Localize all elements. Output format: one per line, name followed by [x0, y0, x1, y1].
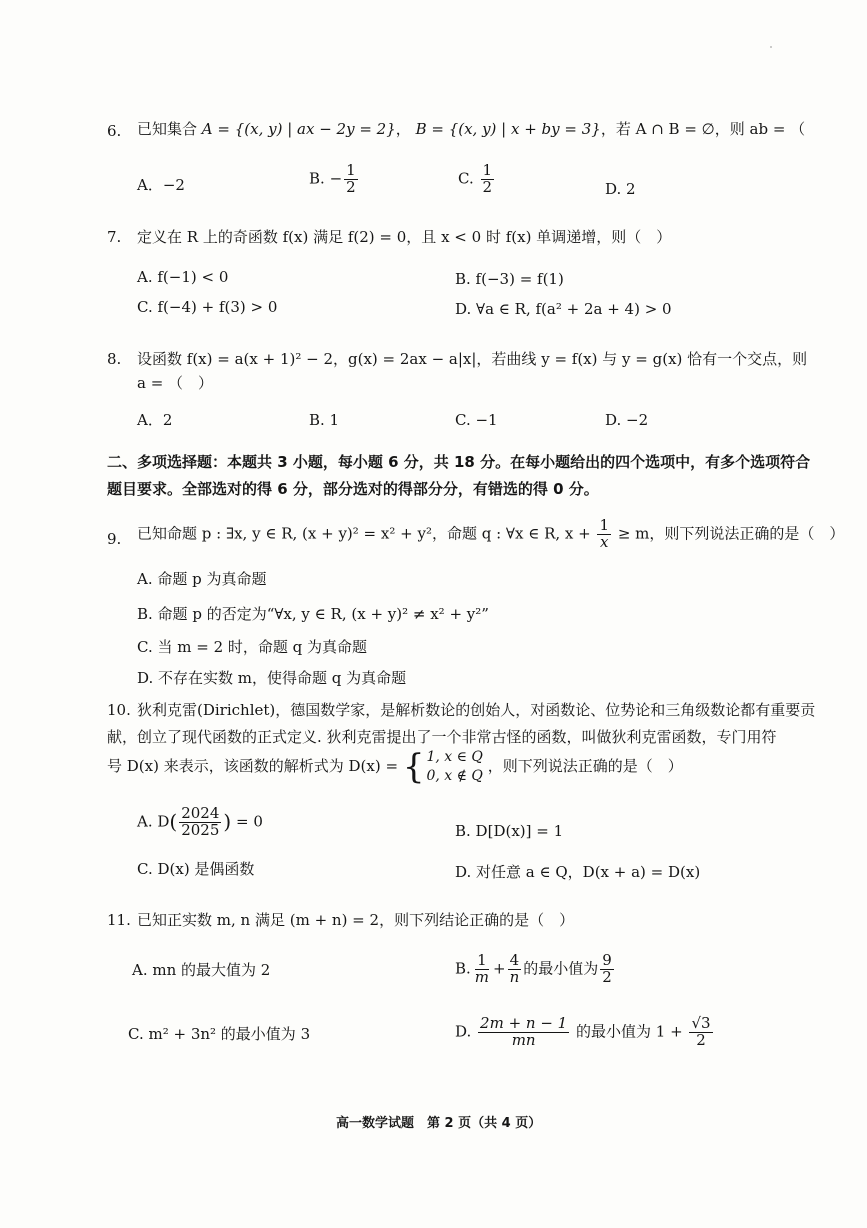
option-b: B. f(−3) = f(1) — [455, 270, 564, 288]
section-heading-line2: 题目要求。全部选对的得 6 分，部分选对的得部分分，有错选的得 0 分。 — [107, 480, 599, 498]
option-c: C. f(−4) + f(3) > 0 — [137, 298, 278, 316]
question-stem: 已知集合 A = {(x, y) | ax − 2y = 2}， B = {(x, y) | x + by = 3}，若 A ∩ B = ∅，则 ab = （ — [137, 120, 806, 138]
option-d: D. 对任意 a ∈ Q，D(x + a) = D(x) — [455, 863, 701, 881]
fraction: $\frac{√3}{2}$ — [691, 1014, 711, 1049]
option-a: A．−2 — [137, 176, 185, 194]
option-d: D. 不存在实数 m，使得命题 q 为真命题 — [137, 669, 407, 687]
question-stem-line3: 号 D(x) 来表示，该函数的解析式为 D(x) = { 1, x ∈ Q 0, x ∉ Q ，则下列说法正确的是（ ） — [107, 747, 683, 787]
scan-speck — [770, 46, 772, 48]
option-b: B. 1 — [309, 411, 340, 429]
question-stem: 定义在 R 上的奇函数 f(x) 满足 f(2) = 0，且 x < 0 时 f(x) 单调递增，则（ ） — [137, 228, 672, 246]
option-c: C. $\frac{1}{2}$ — [458, 161, 493, 196]
option-b: B. 命题 p 的否定为“∀x, y ∈ R, (x + y)² ≠ x² + y²” — [137, 605, 489, 623]
option-d: D. 2 — [605, 180, 636, 198]
paren-close-glyph: ) — [223, 809, 232, 834]
question-stem-line2: 献，创立了现代函数的正式定义. 狄利克雷提出了一个非常古怪的函数，叫做狄利克雷函数，专门用符 — [107, 728, 777, 746]
option-a: A. f(−1) < 0 — [137, 268, 229, 286]
question-stem: 已知正实数 m, n 满足 (m + n) = 2，则下列结论正确的是（ ） — [137, 911, 575, 929]
question-stem: 已知命题 p : ∃x, y ∈ R, (x + y)² = x² + y²，命题 q : ∀x ∈ R, x + $\frac{1}{x}$ ≥ m，则下列说法正确的是（ ） — [137, 516, 845, 551]
question-stem-line1: 设函数 f(x) = a(x + 1)² − 2，g(x) = 2ax − a|x|，若曲线 y = f(x) 与 y = g(x) 恰有一个交点，则 — [137, 350, 808, 368]
question-number: 8. — [107, 350, 122, 368]
paren-open-glyph: ( — [169, 809, 178, 834]
fraction: $\frac{4}{n}$ — [509, 951, 520, 986]
question-number: 9. — [107, 530, 122, 548]
set-a: A = {(x, y) | ax − 2y = 2} — [201, 120, 396, 138]
fraction: $\frac{1}{2}$ — [482, 161, 493, 196]
question-stem-line1: 狄利克雷(Dirichlet)，德国数学家，是解析数论的创始人，对函数论、位势论和三角级数论都有重要贡 — [137, 701, 816, 719]
option-d: D. ∀a ∈ R, f(a² + 2a + 4) > 0 — [455, 300, 672, 318]
option-b: B. $\frac{1}{m}$ + $\frac{4}{n}$ 的最小值为 $\frac{9}{2}$ — [455, 951, 612, 986]
option-a: A. D( $\frac{2024}{2025}$ ) = 0 — [137, 804, 263, 839]
fraction: $\frac{1}{x}$ — [599, 516, 610, 551]
option-c: C. −1 — [455, 411, 498, 429]
page-footer: 高一数学试题 第 2 页（共 4 页） — [336, 1116, 542, 1131]
option-a: A. mn 的最大值为 2 — [132, 961, 271, 979]
question-number: 11. — [107, 911, 131, 929]
option-d: D. $\frac{2m + n - 1}{mn}$ 的最小值为 1 + $\frac{√3}{2}$ — [455, 1014, 711, 1049]
question-stem-line2: a = （ ） — [137, 374, 214, 392]
option-a: A．2 — [137, 411, 173, 429]
question-number: 10. — [107, 701, 131, 719]
option-c: C. m² + 3n² 的最小值为 3 — [128, 1025, 311, 1043]
option-d: D. −2 — [605, 411, 649, 429]
fraction: $\frac{1}{2}$ — [346, 161, 356, 196]
section-heading-line1: 二、多项选择题：本题共 3 小题，每小题 6 分，共 18 分。在每小题给出的四个选项中，有多个选项符合 — [107, 453, 811, 471]
option-b: B. D[D(x)] = 1 — [455, 822, 564, 840]
piecewise-definition: { 1, x ∈ Q 0, x ∉ Q — [402, 747, 483, 787]
fraction: $\frac{2m + n - 1}{mn}$ — [480, 1014, 568, 1049]
question-number: 6. — [107, 122, 122, 140]
left-brace-glyph: { — [402, 747, 425, 787]
option-b: B. − $\frac{1}{2}$ — [309, 161, 356, 196]
fraction: $\frac{9}{2}$ — [602, 951, 612, 986]
question-number: 7. — [107, 228, 122, 246]
option-c: C. 当 m = 2 时，命题 q 为真命题 — [137, 638, 368, 656]
fraction: $\frac{2024}{2025}$ — [181, 804, 220, 839]
option-c: C. D(x) 是偶函数 — [137, 860, 255, 878]
fraction: $\frac{1}{m}$ — [474, 951, 490, 986]
option-a: A. 命题 p 为真命题 — [137, 570, 267, 588]
set-b: B = {(x, y) | x + by = 3} — [415, 120, 601, 138]
